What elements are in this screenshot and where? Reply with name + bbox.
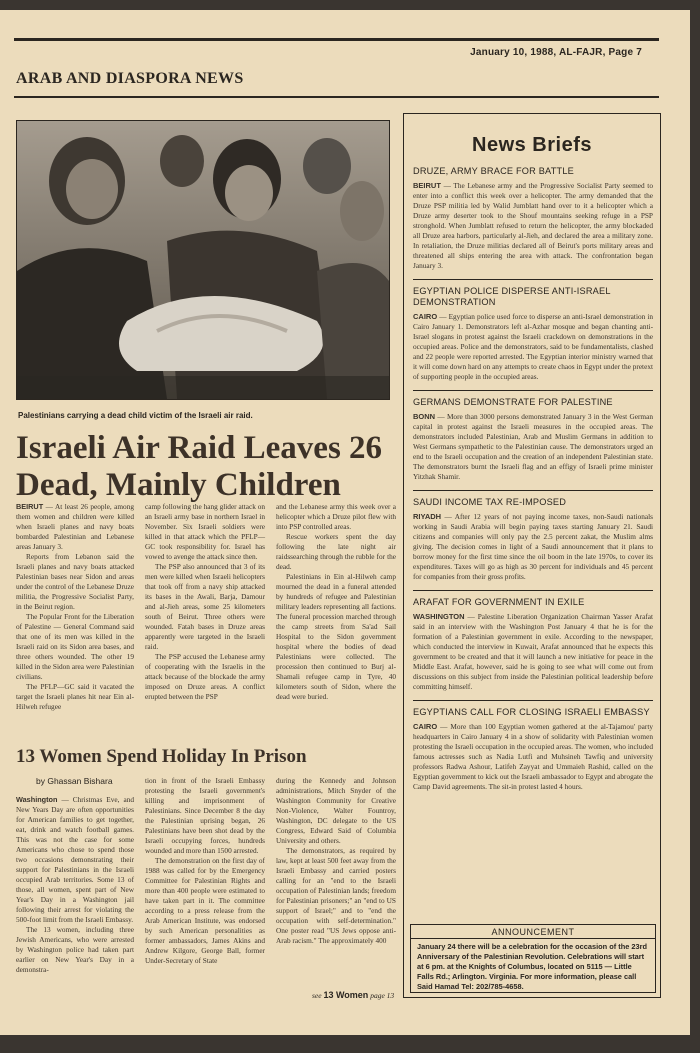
story2-column-1 <box>16 795 134 975</box>
top-rule <box>14 38 659 41</box>
story-column-2 <box>145 502 265 702</box>
news-brief <box>413 286 653 382</box>
brief-headline: DRUZE, ARMY BRACE FOR BATTLE <box>413 166 574 176</box>
story-paragraph: Washington — Christmas Eve, and New Years Day are often opportunities for American families to get together, eat, drink and watch football games. This was not the case for some Americans who chose to spend those two occasions demonstrating their support for Palestinians in the Israeli occupied Arab territories. Some 13 of those, all women, spent part of New Year's Day in a Washington jail following their arrest for violating the 500-foot limit from the Israeli Embassy. <box>16 795 134 924</box>
story2-column-3 <box>276 776 396 946</box>
story-paragraph: Reports from Lebanon said the Israeli planes and navy boats attacked Palestinian bases near Sidon and areas under the control of the Lebanese Druze militia, the Progressive Socialist Party, in the Beirut region. <box>16 552 134 611</box>
page-folio: January 10, 1988, AL-FAJR, Page 7 <box>470 47 642 58</box>
crowd-photo-illustration <box>17 121 389 399</box>
announcement-text: January 24 there will be a celebration for the occasion of the 23rd Anniversary of the Palestinian Revolution. Celebrations will start at 6 pm. at the Knights of Columbus, located on 5115 — Little Falls Rd.; Arlington. Virginia. For more information, please call Said Hamad Tel: 202/785-4658. <box>417 942 648 991</box>
brief-divider <box>413 590 653 591</box>
story-paragraph: The Popular Front for the Liberation of Palestine — General Command said that one of its men was killed in the Israeli raid on its Sidon area bases, and three others wounded. The other 19 killed in the Sidon area were Palestinian civilians. <box>16 612 134 681</box>
news-brief <box>413 597 653 692</box>
story-headline-2: 13 Women Spend Holiday In Prison <box>16 746 307 767</box>
story-paragraph: The demonstrators, as required by law, kept at least 500 feet away from the Israeli Embassy and carried posters calling for an "end to the Israeli occupation of Palestinian lands; freedom for Palestinian prisoners;" an "end to US support of Israel;" and to "end the occupation with self-determination." One poster read "US Jews oppose anti-Arab racism." The approximately 400 <box>276 846 396 945</box>
continued-jump-line: see 13 Women page 13 <box>312 990 395 1000</box>
dateline: Washington <box>16 795 58 804</box>
brief-headline: EGYPTIANS CALL FOR CLOSING ISRAELI EMBASSY <box>413 707 650 717</box>
news-brief <box>413 497 653 582</box>
story-paragraph: camp following the hang glider attack on an Israeli army base in northern Israel in November. Six Israeli soldiers were killed in that attack which the PFLP—GC took responsibility for. Israel has vowed to avenge the attack since then. <box>145 502 265 561</box>
brief-body: BONN — More than 3000 persons demonstrated January 3 in the West German capital in protest against the Israeli measures in the occupied areas. The demonstrators included Palestinian, Arab and Muslim Germans in addition to West Germans sympathetic to the Palestinian cause. The demonstrators urged an end to the Israeli occupation and the creation of an independent Palestinian state. The demonstrators burnt the Israeli flag and an effigy of Israeli prime minister Yitzhak Shamir. <box>413 412 653 481</box>
brief-body: CAIRO — More than 100 Egyptian women gathered at the al-Tajamou' party headquarters in Cairo January 4 in a show of solidarity with Palestinian women protesting the Israeli occupation in the occupied areas. The women, who included famous actresses such as Nadia Lutfi and Muhsineh Tawfiq and university professors Radwa Ashour, Latifeh Zayyat and Ummaieh Rashid, called on the Egyptian government to kick out the Israeli ambassador to Egypt and abrogate the Camp David agreements. The sit-in protest lasted 4 hours. <box>413 722 653 791</box>
brief-body: RIYADH — After 12 years of not paying income taxes, non-Saudi nationals working in Saudi Arabia will begin paying taxes starting January 21. Saudi citizens and companies will only pay the 2.5 percent zakat, the Muslim alms giving. The decision comes in light of a Saudi announcement that it plans to borrow money for the first time since the oil boom in the late 1970s, to cover its expenditures. Taxes will go as high as 30 percent for individuals and 45 percent for companies from their gross profits. <box>413 512 653 581</box>
story-paragraph: tion in front of the Israeli Embassy protesting the Israeli government's killing and imprisonment of Palestinians. Since December 8 the day the Palestinian uprising began, 26 Palestinians have been shot dead by the Israeli occupying forces, hundreds wounded and more than 1500 arrested. <box>145 776 265 855</box>
announcement-title: ANNOUNCEMENT <box>411 925 655 939</box>
story-headline: Israeli Air Raid Leaves 26 Dead, Mainly Children <box>16 430 383 503</box>
news-briefs-title: News Briefs <box>472 134 592 156</box>
announcement-box <box>410 924 656 993</box>
story-column-3 <box>276 502 396 702</box>
brief-divider <box>413 490 653 491</box>
news-brief <box>413 166 653 271</box>
story-column-1 <box>16 502 134 712</box>
news-briefs-list <box>413 166 653 800</box>
brief-divider <box>413 390 653 391</box>
brief-divider <box>413 279 653 280</box>
story-paragraph: The PSP accused the Lebanese army of cooperating with the Israelis in the attack because of the blockade the army imposed on Druze areas. A conflict erupted between the PSP <box>145 652 265 701</box>
story-paragraph: The PSP also announced that 3 of its men were killed when Israeli helicopters that took off from a navy ship attacked its bases in the Awali, Barja, Damour and al-Jieh areas, some 25 kilometers south of Beirut. Three others were wounded. Fatah bases in Druze areas apparently were targeted in the Israeli raid. <box>145 562 265 651</box>
brief-body: WASHINGTON — Palestine Liberation Organization Chairman Yasser Arafat said in an interview with the Washington Post January 4 that he is for the formation of a Palestinian government in exile. According to the newspaper, which conducted the interview in Kuwait, Arafat announced that he expects this government to be created and that it will launch a new initiative for peace in the Middle East. Arafat, however, said he is going to see what will come out from discussions on this subject from inside the Palestinian political leadership before committing himself. <box>413 612 653 691</box>
brief-headline: SAUDI INCOME TAX RE-IMPOSED <box>413 497 567 507</box>
story-paragraph: The PFLP—GC said it vacated the target the Israeli planes hit near Ein al-Hilweh refugee <box>16 682 134 711</box>
story-paragraph: during the Kennedy and Johnson administrations, Mitch Snyder of the Washington Community for Creative Non-Violence, Walter Fountroy, Washington, DC delegate to the US Congress, Edward Said of Columbia University and others. <box>276 776 396 845</box>
news-brief <box>413 707 653 792</box>
brief-headline: GERMANS DEMONSTRATE FOR PALESTINE <box>413 397 613 407</box>
brief-divider <box>413 700 653 701</box>
dateline: BEIRUT <box>16 502 44 511</box>
newspaper-page <box>0 10 690 1035</box>
brief-body: BEIRUT — The Lebanese army and the Progressive Socialist Party seemed to enter into a conflict this week over a helicopter. The army demanded that the Druze PSP militia led by Walid Jumblatt hand over to it a helicopter which a Druze army deserter took to the Shouf mountains seeking refuge in a PSP stronghold. When Jumblatt refused to return the helicopter, the army blockaded all Druze area harbors, particularly al-Jieh, and declared the area a military zone. In retaliation, the Druze militias declared all of Beirut's ports military areas and threatened all ships entering the area with attack. The confrontation began January 3. <box>413 181 653 270</box>
news-photo <box>16 120 390 400</box>
news-brief <box>413 397 653 482</box>
photo-caption: Palestinians carrying a dead child victim of the Israeli air raid. <box>18 411 253 420</box>
brief-headline: EGYPTIAN POLICE DISPERSE ANTI-ISRAEL DEMONSTRATION <box>413 286 611 307</box>
news-briefs-box <box>403 113 661 998</box>
story-paragraph: and the Lebanese army this week over a helicopter which a Druze pilot flew with into PSP controlled areas. <box>276 502 396 531</box>
story-paragraph: BEIRUT — At least 26 people, among them women and children were killed when Israeli planes and navy boats bombarded Palestinian and Lebanese areas January 3. <box>16 502 134 551</box>
byline: by Ghassan Bishara <box>36 776 113 786</box>
story-paragraph: The demonstration on the first day of 1988 was called for by the Emergency Committee for Palestinian Rights and more than 400 people were estimated to have taken part in it. The committee according to a press release from the Arab American Institute, was endorsed by such American personalities as former ambassadors, James Akins and Andrew Kilgore, George Ball, former Under-Secretary of State <box>145 856 265 965</box>
story-paragraph: Rescue workers spent the day following the late night air raidssearching through the rubble for the dead. <box>276 532 396 571</box>
section-rule <box>14 96 659 98</box>
story-paragraph: The 13 women, including three Jewish Americans, who were arrested by Washington police had taken part earlier on New Year's Day in a demonstra- <box>16 925 134 974</box>
brief-body: CAIRO — Egyptian police used force to disperse an anti-Israel demonstration in Cairo January 1. Demonstrators left al-Azhar mosque and began chanting anti-Israel slogans in protest against the Israeli crackdown on demonstrations in the occupied areas. Police and the demonstrators, said to be fundamentalists, clashed and 22 people were reported arrested. The Egyptian interior ministry warned that it will come down hard on any attempts to create chaos in Egypt under the pretext of supporting people in the occupied areas. <box>413 312 653 381</box>
story2-column-2 <box>145 776 265 966</box>
story-paragraph: Palestinians in Ein al-Hilweh camp mourned the dead in a funeral attended by hundreds of refugee and Palestinian military leaders representing all factions. The funeral procession marched through the camp streets from Sa'ad Sail Hospital to the Sidon government hospital where the bodies of dead Palestinians were collected. The procession then continued to Burj al-Shamali refugee camp in Tyre, 40 kilometers south of Sidon, where the dead were buried. <box>276 572 396 701</box>
brief-headline: ARAFAT FOR GOVERNMENT IN EXILE <box>413 597 585 607</box>
section-heading: ARAB AND DIASPORA NEWS <box>16 70 244 87</box>
